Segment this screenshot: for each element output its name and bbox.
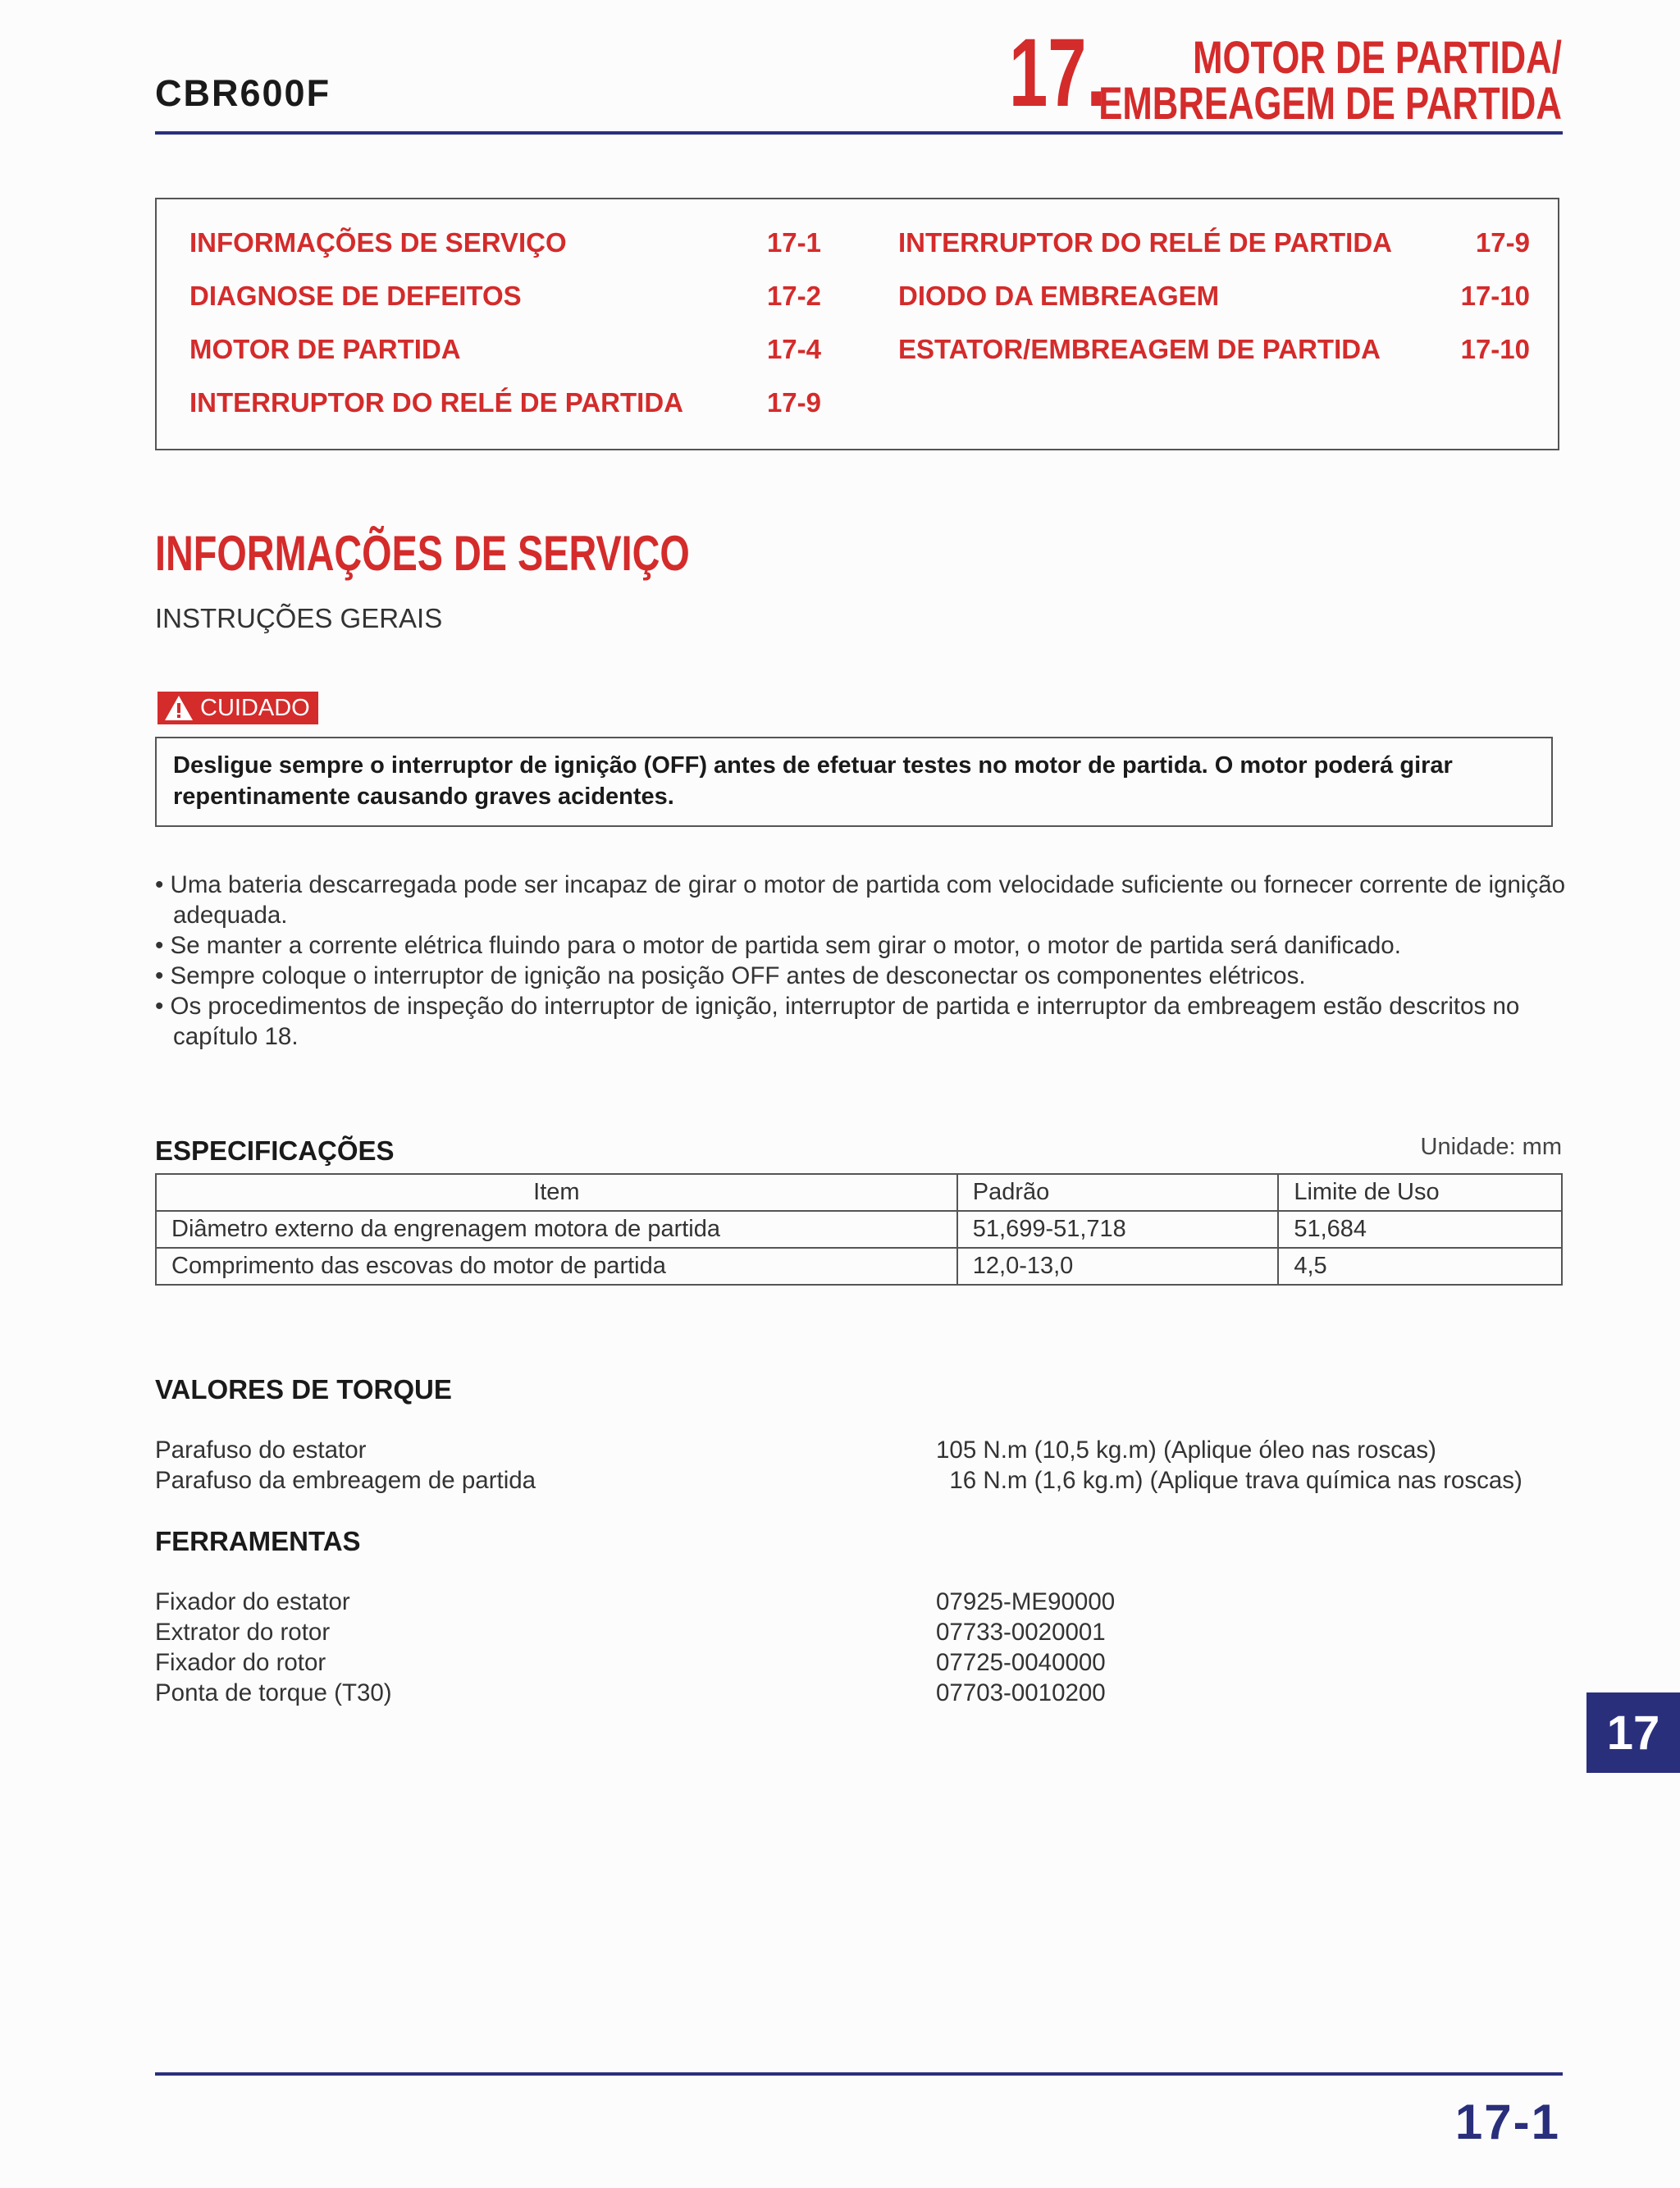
chapter-title <box>1098 31 1562 129</box>
tool-part-number: 07703-0010200 <box>936 1679 1106 1706</box>
tool-label: Fixador do rotor <box>155 1649 326 1676</box>
list-item: • Se manter a corrente elétrica fluindo para o motor de partida sem girar o motor, o motor de partida será danificado. <box>155 930 1566 961</box>
table-of-contents <box>155 198 1559 450</box>
tool-part-number: 07725-0040000 <box>936 1649 1106 1676</box>
specs-table <box>155 1173 1563 1286</box>
chapter-title-line1: MOTOR DE PARTIDA/ <box>1193 31 1562 83</box>
torque-label: Parafuso da embreagem de partida <box>155 1467 536 1494</box>
toc-page[interactable]: 17-10 <box>1460 334 1530 364</box>
torque-heading: VALORES DE TORQUE <box>155 1374 452 1405</box>
column-header: Padrão <box>957 1174 1279 1211</box>
chapter-title-line2: EMBREAGEM DE PARTIDA <box>1098 77 1562 129</box>
toc-link-diodo-embreagem[interactable]: DIODO DA EMBREAGEM <box>898 281 1220 311</box>
caution-text: Desligue sempre o interruptor de ignição (OFF) antes de efetuar testes no motor de partida. O motor poderá girar repentinamente causando graves acidentes. <box>155 737 1553 827</box>
table-header-row <box>156 1174 1562 1211</box>
table-cell: Diâmetro externo da engrenagem motora de partida <box>156 1211 957 1248</box>
toc-page[interactable]: 17-10 <box>1460 281 1530 311</box>
caution-label: CUIDADO <box>200 694 310 721</box>
table-cell: 12,0-13,0 <box>957 1248 1279 1285</box>
header-rule <box>155 131 1563 135</box>
column-header: Item <box>156 1174 957 1211</box>
tool-part-number: 07925-ME90000 <box>936 1588 1116 1615</box>
instructions-list <box>155 870 1566 1052</box>
column-header: Limite de Uso <box>1278 1174 1562 1211</box>
specs-heading: ESPECIFICAÇÕES <box>155 1135 395 1166</box>
torque-value: 105 N.m (10,5 kg.m) (Aplique óleo nas roscas) <box>936 1437 1436 1464</box>
toc-link-motor-partida[interactable]: MOTOR DE PARTIDA <box>189 334 461 364</box>
table-cell: 51,699-51,718 <box>957 1211 1279 1248</box>
toc-page[interactable]: 17-2 <box>766 281 821 311</box>
caution-badge <box>158 692 318 724</box>
page-number: 17-1 <box>1454 2094 1560 2149</box>
footer-rule <box>155 2072 1563 2076</box>
table-cell: Comprimento das escovas do motor de partida <box>156 1248 957 1285</box>
chapter-number: 17. <box>1009 19 1107 127</box>
specs-unit: Unidade: mm <box>1420 1134 1562 1160</box>
tool-label: Extrator do rotor <box>155 1619 331 1646</box>
table-cell: 51,684 <box>1278 1211 1562 1248</box>
table-row <box>156 1248 1562 1285</box>
torque-label: Parafuso do estator <box>155 1437 367 1464</box>
table-row <box>156 1211 1562 1248</box>
section-subheading: INSTRUÇÕES GERAIS <box>155 603 443 633</box>
section-heading: INFORMAÇÕES DE SERVIÇO <box>155 526 690 581</box>
toc-link-diagnose[interactable]: DIAGNOSE DE DEFEITOS <box>189 281 522 311</box>
table-cell: 4,5 <box>1278 1248 1562 1285</box>
list-item: • Sempre coloque o interruptor de ignição na posição OFF antes de desconectar os componentes elétricos. <box>155 961 1566 991</box>
toc-page[interactable]: 17-9 <box>766 387 821 418</box>
toc-link-informacoes-servico[interactable]: INFORMAÇÕES DE SERVIÇO <box>189 227 567 258</box>
tool-label: Fixador do estator <box>155 1588 350 1615</box>
model-name: CBR600F <box>155 72 331 114</box>
tools-heading: FERRAMENTAS <box>155 1526 361 1556</box>
toc-link-interruptor-rele[interactable]: INTERRUPTOR DO RELÉ DE PARTIDA <box>189 387 683 418</box>
torque-value: 16 N.m (1,6 kg.m) (Aplique trava química nas roscas) <box>936 1467 1522 1494</box>
list-item: • Uma bateria descarregada pode ser incapaz de girar o motor de partida com velocidade suficiente ou fornecer corrente de ignição adequada. <box>155 870 1566 930</box>
toc-page[interactable]: 17-1 <box>766 227 821 258</box>
toc-link-interruptor-rele-2[interactable]: INTERRUPTOR DO RELÉ DE PARTIDA <box>898 227 1392 258</box>
warning-triangle-icon <box>164 695 194 721</box>
tool-label: Ponta de torque (T30) <box>155 1679 392 1706</box>
toc-page[interactable]: 17-9 <box>1475 227 1530 258</box>
list-item: • Os procedimentos de inspeção do interruptor de ignição, interruptor de partida e interruptor da embreagem estão descritos no capítulo 18. <box>155 991 1566 1052</box>
toc-page[interactable]: 17-4 <box>766 334 821 364</box>
tool-part-number: 07733-0020001 <box>936 1619 1106 1646</box>
chapter-tab[interactable]: 17 <box>1586 1692 1680 1773</box>
toc-link-estator-embreagem[interactable]: ESTATOR/EMBREAGEM DE PARTIDA <box>898 334 1381 364</box>
